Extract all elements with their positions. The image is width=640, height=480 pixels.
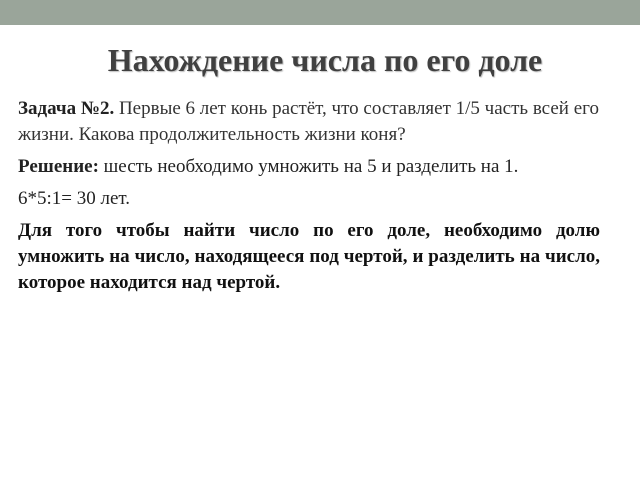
top-decorative-bar <box>0 0 640 25</box>
task-paragraph <box>18 96 600 148</box>
task-label: Задача №2. <box>18 98 115 119</box>
solution-paragraph <box>18 154 600 180</box>
slide-title: Нахождение числа по его доле <box>107 42 543 78</box>
solution-text: шесть необходимо умножить на 5 и разделить на 1. <box>98 156 519 177</box>
solution-label: Решение: <box>18 156 99 177</box>
slide-content <box>18 96 600 302</box>
rule-conclusion: Для того чтобы найти число по его доле, необходимо долю умножить на число, находящееся под чертой, и разделить на число, которое находится над чертой. <box>18 220 600 293</box>
calculation-line: 6*5:1= 30 лет. <box>18 188 131 209</box>
task-text: Первые 6 лет конь растёт, что составляет 1/5 часть всей его жизни. Какова продолжительность жизни коня? <box>18 98 599 145</box>
